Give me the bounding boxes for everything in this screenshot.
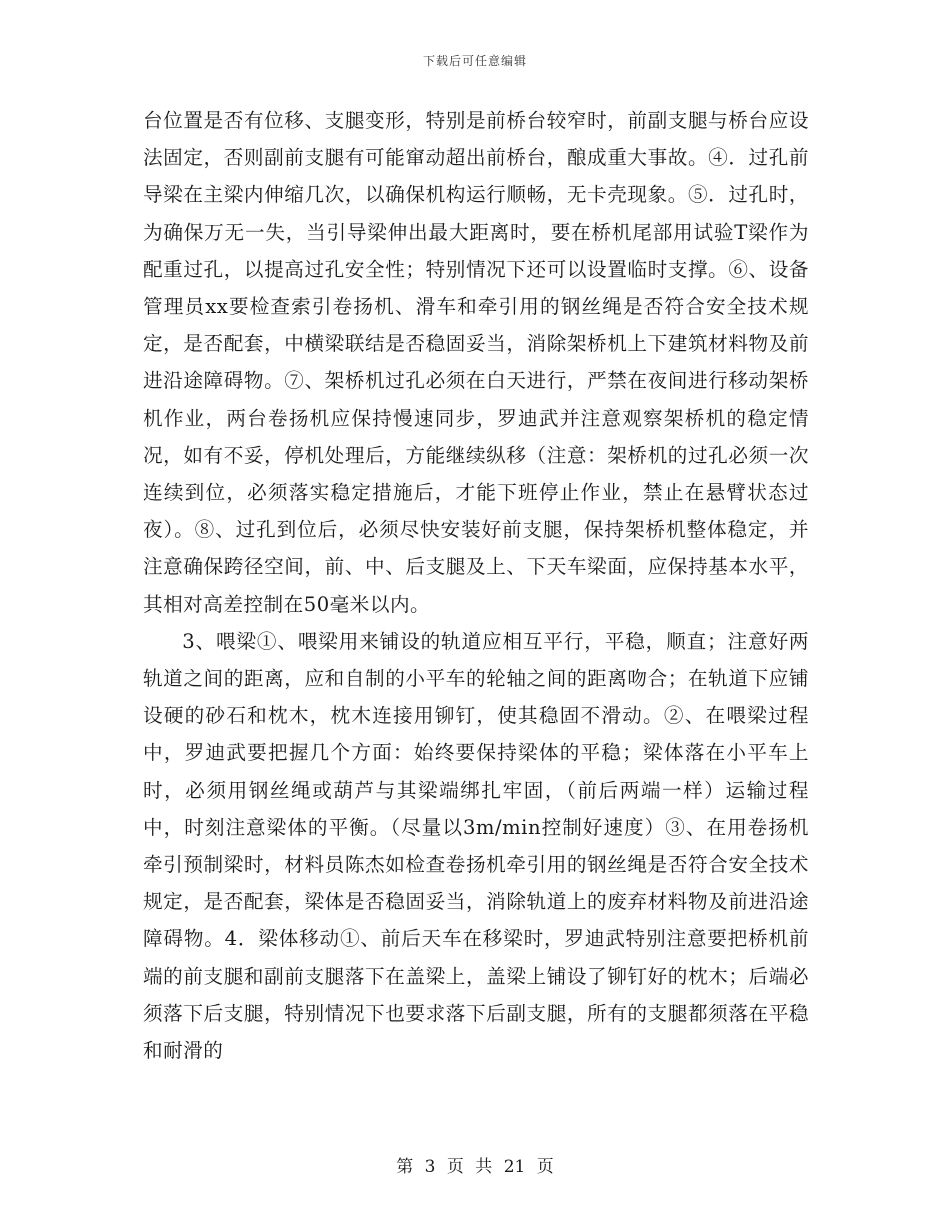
page-unit: 页 (446, 1157, 464, 1177)
page-number-prefix: 第 (396, 1157, 414, 1177)
page-footer (0, 1152, 950, 1177)
paragraph: 3、喂梁①、喂梁用来铺设的轨道应相互平行，平稳，顺直；注意好两轨道之间的距离，应和自制的小平车的轮轴之间的距离吻合；在轨道下应铺设硬的砂石和枕木，枕木连接用铆钉，使其稳固不滑动。②、在喂梁过程中，罗迪武要把握几个方面：始终要保持梁体的平稳；梁体落在小平车上时，必须用钢丝绳或葫芦与其梁端绑扎牢固，（前后两端一样）运输过程中，时刻注意梁体的平衡。（尽量以3m/min控制好速度）③、在用卷扬机牵引预制梁时，材料员陈杰如检查卷扬机牵引用的钢丝绳是否符合安全技术规定，是否配套，梁体是否稳固妥当，消除轨道上的废弃材料物及前进沿途障碍物。4．梁体移动①、前后天车在移梁时，罗迪武特别注意要把桥机前端的前支腿和副前支腿落下在盖梁上，盖梁上铺设了铆钉好的枕木；后端必须落下后支腿，特别情况下也要求落下后副支腿，所有的支腿都须落在平稳和耐滑的 (143, 629, 809, 1063)
total-page-count: 21 (503, 1157, 526, 1177)
paragraph: 台位置是否有位移、支腿变形，特别是前桥台较窄时，前副支腿与桥台应设法固定，否则副前支腿有可能窜动超出前桥台，酿成重大事故。④．过孔前导梁在主梁内伸缩几次，以确保机构运行顺畅，无卡壳现象。⑤．过孔时，为确保万无一失，当引导梁伸出最大距离时，要在桥机尾部用试验T梁作为配重过孔，以提高过孔安全性；特别情况下还可以设置临时支撑。⑥、设备管理员xx要检查索引卷扬机、滑车和牵引用的钢丝绳是否符合安全技术规定，是否配套，中横梁联结是否稳固妥当，消除架桥机上下建筑材料物及前进沿途障碍物。⑦、架桥机过孔必须在白天进行，严禁在夜间进行移动架桥机作业，两台卷扬机应保持慢速同步，罗迪武并注意观察架桥机的稳定情况，如有不妥，停机处理后，方能继续纵移（注意：架桥机的过孔必须一次连续到位，必须落实稳定措施后，才能下班停止作业，禁止在悬臂状态过夜）。⑧、过孔到位后，必须尽快安装好前支腿，保持架桥机整体稳定，并注意确保跨径空间，前、中、后支腿及上、下天车梁面，应保持基本水平，其相对高差控制在50毫米以内。 (143, 109, 809, 616)
total-unit: 页 (536, 1157, 554, 1177)
current-page-number: 3 (424, 1157, 436, 1177)
document-body (143, 102, 809, 1069)
page-header: 下载后可任意编辑 (422, 54, 527, 68)
total-prefix: 共 (475, 1157, 493, 1177)
